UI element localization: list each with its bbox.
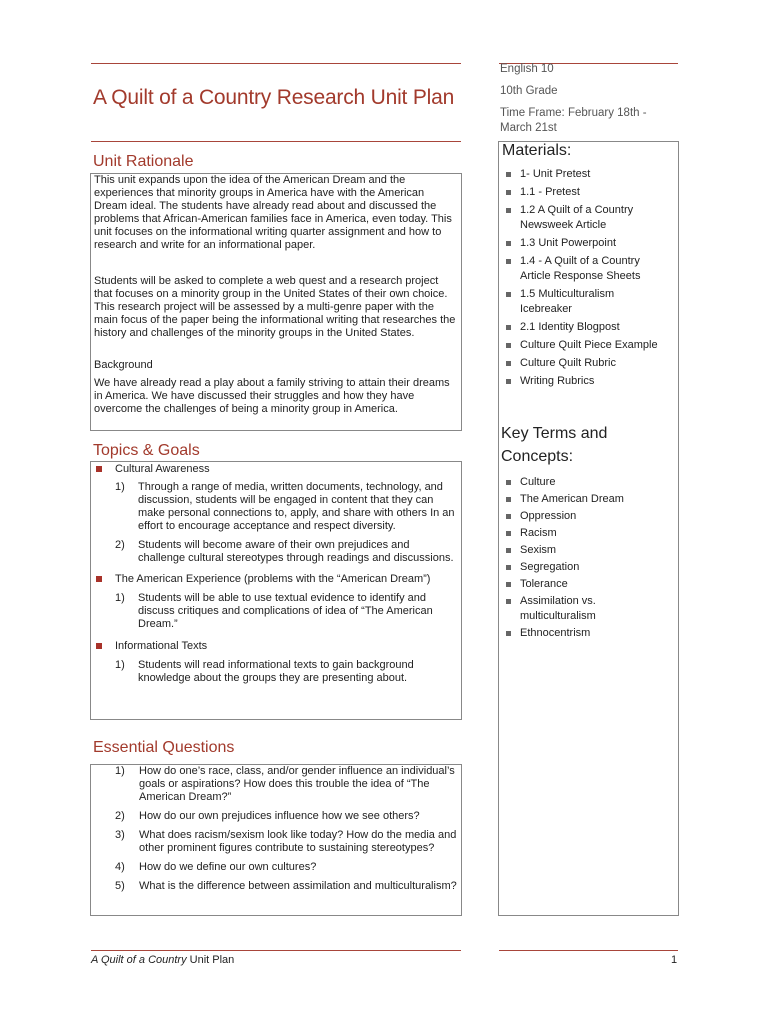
rationale-paragraph-1: This unit expands upon the idea of the American Dream and the experiences that minority groups in America have with the American Dream ideal. The students have already read about and discussed the problems that African-American families face in America, even today. This unit focuses on the informational writing quarter assignment and how to research and write for an informational paper. [94, 174, 452, 251]
key-term-item: Racism [499, 526, 669, 541]
material-item: 1.1 - Pretest [499, 185, 669, 200]
goal-item: 1) Students will read informational texts to gain background knowledge about the groups they are presenting about. [115, 659, 414, 684]
bullet-icon [506, 379, 511, 384]
topics-content [90, 463, 458, 691]
footer-title: A Quilt of a Country Unit Plan [91, 954, 235, 966]
bullet-icon [506, 480, 511, 485]
materials-heading: Materials: [502, 142, 572, 159]
title-rule [91, 141, 461, 142]
bullet-icon [506, 497, 511, 502]
bullet-icon [506, 548, 511, 553]
bullet-icon [506, 241, 511, 246]
question-item: 5) What is the difference between assimilation and multiculturalism? [115, 880, 457, 892]
key-term-item: Culture [499, 475, 669, 490]
bullet-icon [506, 172, 511, 177]
goal-item: 1) Students will be able to use textual evidence to identify and discuss critiques and complications of idea of “The American Dream.” [115, 592, 433, 630]
materials-list [499, 167, 669, 392]
material-item: 1.5 Multiculturalism Icebreaker [499, 287, 669, 317]
bullet-icon [506, 599, 511, 604]
bullet-icon [506, 514, 511, 519]
key-term-item: Assimilation vs. multiculturalism [499, 594, 669, 624]
material-item: Culture Quilt Piece Example [499, 338, 669, 353]
goal-group-american-experience: The American Experience (problems with the “American Dream”) [90, 573, 458, 586]
key-term-item: The American Dream [499, 492, 669, 507]
material-item: 2.1 Identity Blogpost [499, 320, 669, 335]
bullet-icon [506, 325, 511, 330]
bullet-icon [506, 292, 511, 297]
questions-list [91, 765, 457, 899]
question-item: 4) How do we define our own cultures? [115, 861, 317, 873]
square-bullet-icon [96, 466, 102, 472]
square-bullet-icon [96, 576, 102, 582]
key-term-item: Sexism [499, 543, 669, 558]
background-label: Background [94, 359, 153, 371]
bullet-icon [506, 631, 511, 636]
bullet-icon [506, 531, 511, 536]
material-item: Culture Quilt Rubric [499, 356, 669, 371]
key-term-item: Ethnocentrism [499, 626, 669, 641]
page-title: A Quilt of a Country Research Unit Plan [93, 86, 455, 109]
bullet-icon [506, 565, 511, 570]
top-rule-left [91, 63, 461, 64]
rationale-heading: Unit Rationale [93, 153, 194, 170]
questions-heading: Essential Questions [93, 739, 235, 756]
topics-heading: Topics & Goals [93, 442, 200, 459]
key-terms-heading: Key Terms and Concepts: [501, 425, 608, 465]
footer-rule-right [499, 950, 678, 951]
goal-group-cultural-awareness: Cultural Awareness [90, 463, 458, 476]
square-bullet-icon [96, 643, 102, 649]
time-frame-label: Time Frame: February 18th - March 21st [500, 107, 647, 134]
background-text: We have already read a play about a family striving to attain their dreams in America. We have discussed their struggles and how they have overcome the challenges of being a minority group in America. [94, 377, 450, 415]
bullet-icon [506, 343, 511, 348]
bullet-icon [506, 361, 511, 366]
material-item: 1.4 - A Quilt of a Country Article Response Sheets [499, 254, 669, 284]
grade-label: 10th Grade [500, 85, 558, 97]
goal-item: 2) Students will become aware of their own prejudices and challenge cultural stereotypes through readings and discussions. [115, 539, 454, 564]
material-item: Writing Rubrics [499, 374, 669, 389]
bullet-icon [506, 190, 511, 195]
material-item: 1.3 Unit Powerpoint [499, 236, 669, 251]
bullet-icon [506, 582, 511, 587]
goal-group-informational-texts: Informational Texts [90, 640, 458, 653]
goal-item: 1) Through a range of media, written documents, technology, and discussion, students will be engaged in content that they can make personal connections to, apply, and share with others In an effort to encourage acceptance and respect diversity. [115, 481, 455, 532]
rationale-paragraph-2: Students will be asked to complete a web quest and a research project that focuses on a minority group in the United States of their own choice. This research project will be assessed by a multi-genre paper with the main focus of the paper being the informational writing that researches the history and challenges of the minority groups in the United States. [94, 275, 456, 339]
question-item: 2) How do our own prejudices influence how we see others? [115, 810, 420, 822]
key-term-item: Segregation [499, 560, 669, 575]
bullet-icon [506, 259, 511, 264]
page-number: 1 [671, 954, 678, 966]
key-term-item: Tolerance [499, 577, 669, 592]
key-terms-list [499, 475, 669, 643]
key-term-item: Oppression [499, 509, 669, 524]
question-item: 1) How do one’s race, class, and/or gender influence an individual’s goals or aspirations? How does this trouble the idea of “The American Dream?” [115, 765, 455, 803]
bullet-icon [506, 208, 511, 213]
course-label: English 10 [500, 63, 554, 75]
material-item: 1.2 A Quilt of a Country Newsweek Article [499, 203, 669, 233]
material-item: 1- Unit Pretest [499, 167, 669, 182]
footer-rule-left [91, 950, 461, 951]
question-item: 3) What does racism/sexism look like today? How do the media and other prominent figures contribute to sustaining stereotypes? [115, 829, 457, 854]
